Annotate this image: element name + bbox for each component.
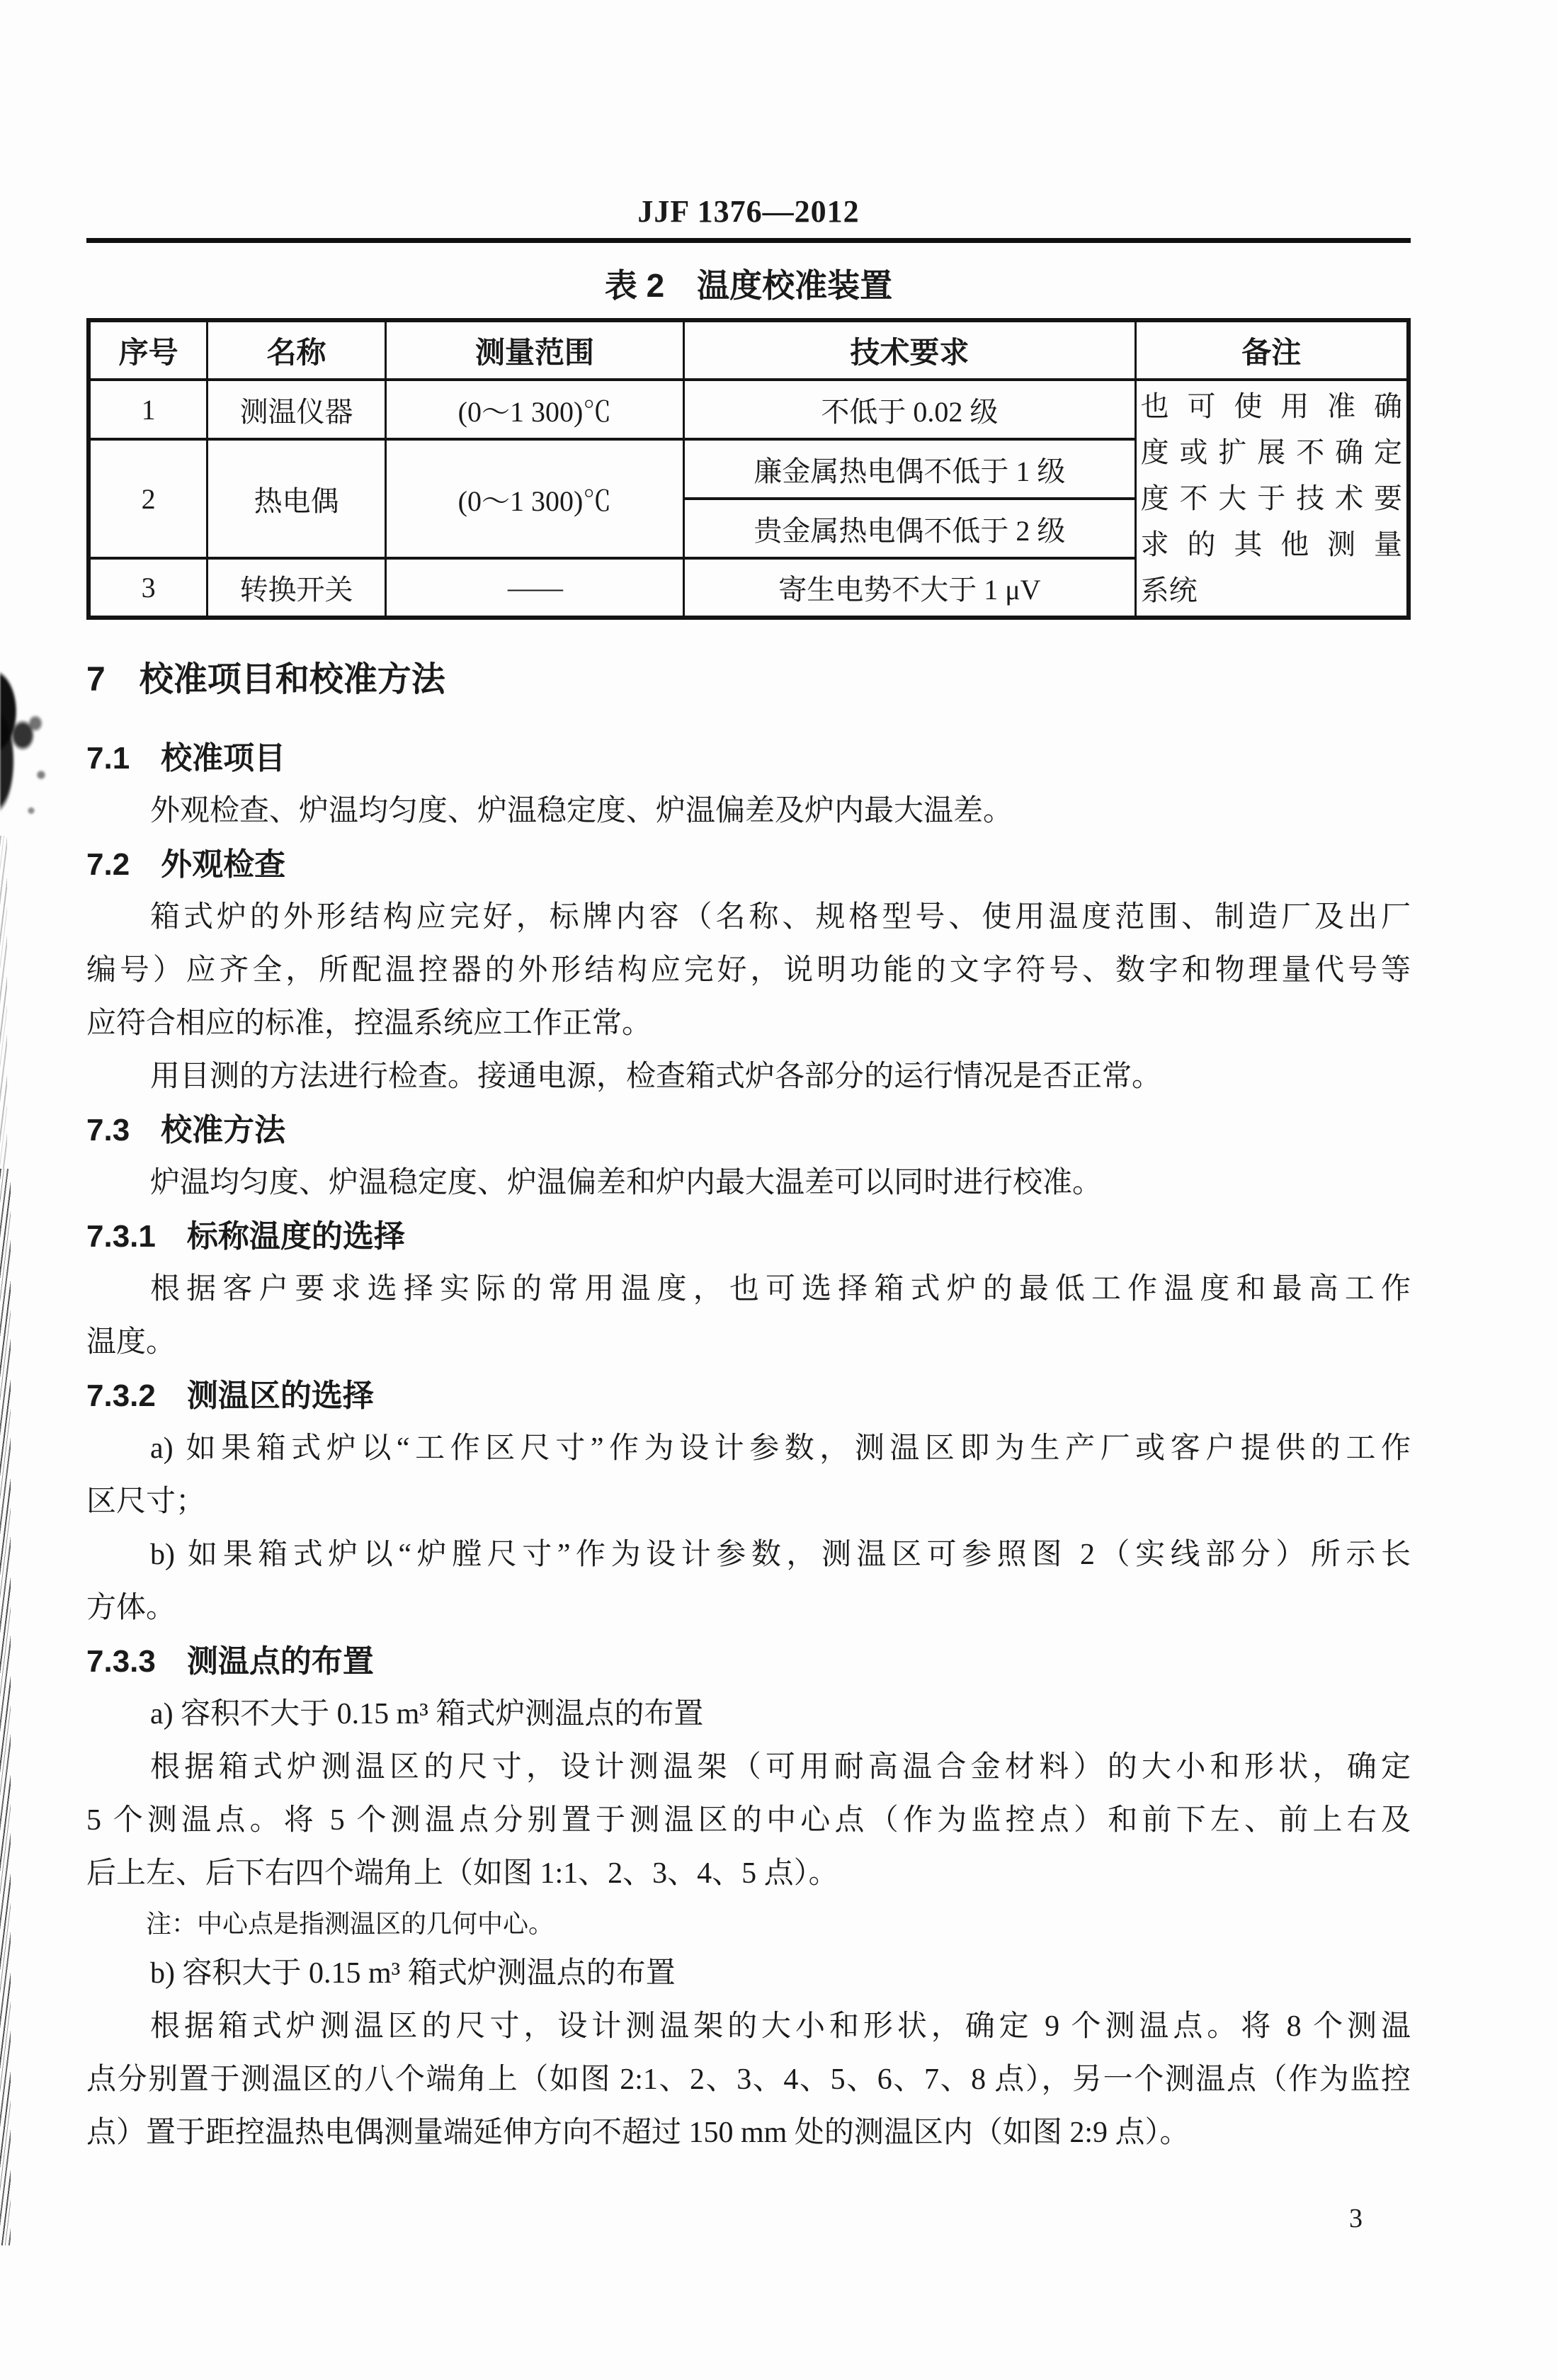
text-line: b) 如果箱式炉以“炉膛尺寸”作为设计参数，测温区可参照图 2（实线部分）所示长 <box>150 1538 1411 1571</box>
document-column <box>86 0 1411 2160</box>
scan-artifact-edge-noise <box>0 836 7 1169</box>
col-header-name: 名称 <box>207 320 386 380</box>
text-line: 方体。 <box>86 1592 176 1624</box>
cell-row1-requirement: 不低于 0.02 级 <box>684 380 1136 439</box>
text-line: 温度。 <box>86 1326 176 1359</box>
section-heading: 7.3.2 测温区的选择 <box>86 1378 374 1413</box>
text-line: 点）置于距控温热电偶测量端延伸方向不超过 150 mm 处的测温区内（如图 2:9 点）。 <box>86 2116 1190 2149</box>
text-line: 根据客户要求选择实际的常用温度，也可选择箱式炉的最低工作温度和最高工作 <box>150 1273 1411 1305</box>
text-line: 后上左、后下右四个端角上（如图 1:1、2、3、4、5 点）。 <box>86 1857 838 1890</box>
cell-row3-requirement: 寄生电势不大于 1 μV <box>684 558 1136 618</box>
section-heading: 7.1 校准项目 <box>86 741 286 776</box>
document-code: JJF 1376—2012 <box>637 194 860 229</box>
text-line: 点分别置于测温区的八个端角上（如图 2:1、2、3、4、5、6、7、8 点），另一个测温点（作为监控 <box>86 2063 1411 2096</box>
table-header-row <box>89 320 1409 380</box>
remark-line: 度或扩展不确定 <box>1140 436 1402 468</box>
remark-line: 度不大于技术要 <box>1140 482 1402 514</box>
text-line: 用目测的方法进行检查。接通电源，检查箱式炉各部分的运行情况是否正常。 <box>150 1060 1162 1093</box>
cell-row2-no: 2 <box>89 439 207 558</box>
col-header-range: 测量范围 <box>385 320 683 380</box>
cell-row1-name: 测温仪器 <box>207 380 386 439</box>
remark-line: 也可使用准确 <box>1140 390 1402 422</box>
text-line: 区尺寸； <box>86 1485 206 1518</box>
text-line: 箱式炉的外形结构应完好，标牌内容（名称、规格型号、使用温度范围、制造厂及出厂 <box>150 901 1411 934</box>
cell-row2-name: 热电偶 <box>207 439 386 558</box>
calibration-devices-table <box>86 318 1411 620</box>
table-title: 表 2 温度校准装置 <box>604 267 893 304</box>
scan-artifact-blob <box>0 636 50 834</box>
col-header-index: 序号 <box>89 320 207 380</box>
remark-line: 求的其他测量 <box>1140 528 1402 560</box>
scan-artifact-edge-noise <box>0 1169 11 2245</box>
cell-row3-no: 3 <box>89 558 207 618</box>
cell-row2-range: (0～1 300)℃ <box>385 439 683 558</box>
section-heading: 7.3.1 标称温度的选择 <box>86 1219 405 1254</box>
text-line: a) 如果箱式炉以“工作区尺寸”作为设计参数，测温区即为生产厂或客户提供的工作 <box>150 1432 1411 1465</box>
text-line: 注：中心点是指测温区的几何中心。 <box>146 1910 555 1938</box>
cell-remark <box>1135 380 1409 618</box>
cell-row1-no: 1 <box>89 380 207 439</box>
cell-row2-requirement-top: 廉金属热电偶不低于 1 级 <box>684 439 1136 499</box>
table-row <box>89 380 1409 439</box>
cell-row1-range: (0～1 300)℃ <box>385 380 683 439</box>
section-heading: 7.2 外观检查 <box>86 847 286 882</box>
section-heading: 7 校准项目和校准方法 <box>86 661 445 698</box>
col-header-remark: 备注 <box>1135 320 1409 380</box>
cell-row3-range: —— <box>385 558 683 618</box>
remark-line: 系统 <box>1140 574 1198 606</box>
cell-row2-requirement-bottom: 贵金属热电偶不低于 2 级 <box>684 499 1136 558</box>
text-line: 外观检查、炉温均匀度、炉温稳定度、炉温偏差及炉内最大温差。 <box>150 795 1013 827</box>
section-heading: 7.3.3 测温点的布置 <box>86 1644 374 1679</box>
text-line: 炉温均匀度、炉温稳定度、炉温偏差和炉内最大温差可以同时进行校准。 <box>150 1167 1103 1199</box>
content-body <box>86 652 1411 2160</box>
cell-row3-name: 转换开关 <box>207 558 386 618</box>
text-line: 应符合相应的标准，控温系统应工作正常。 <box>86 1007 652 1040</box>
text-line: 编号）应齐全，所配温控器的外形结构应完好，说明功能的文字符号、数字和物理量代号等 <box>86 954 1411 987</box>
text-line: 根据箱式炉测温区的尺寸，设计测温架的大小和形状，确定 9 个测温点。将 8 个测温 <box>150 2010 1411 2043</box>
section-heading: 7.3 校准方法 <box>86 1113 286 1148</box>
text-line: a) 容积不大于 0.15 m³ 箱式炉测温点的布置 <box>150 1698 704 1730</box>
header-rule <box>86 238 1411 243</box>
text-line: b) 容积大于 0.15 m³ 箱式炉测温点的布置 <box>150 1957 676 1990</box>
text-line: 根据箱式炉测温区的尺寸，设计测温架（可用耐高温合金材料）的大小和形状，确定 <box>150 1751 1411 1784</box>
page-number: 3 <box>1349 2204 1363 2233</box>
text-line: 5 个测温点。将 5 个测温点分别置于测温区的中心点（作为监控点）和前下左、前上右及 <box>86 1804 1411 1837</box>
col-header-requirement: 技术要求 <box>684 320 1136 380</box>
